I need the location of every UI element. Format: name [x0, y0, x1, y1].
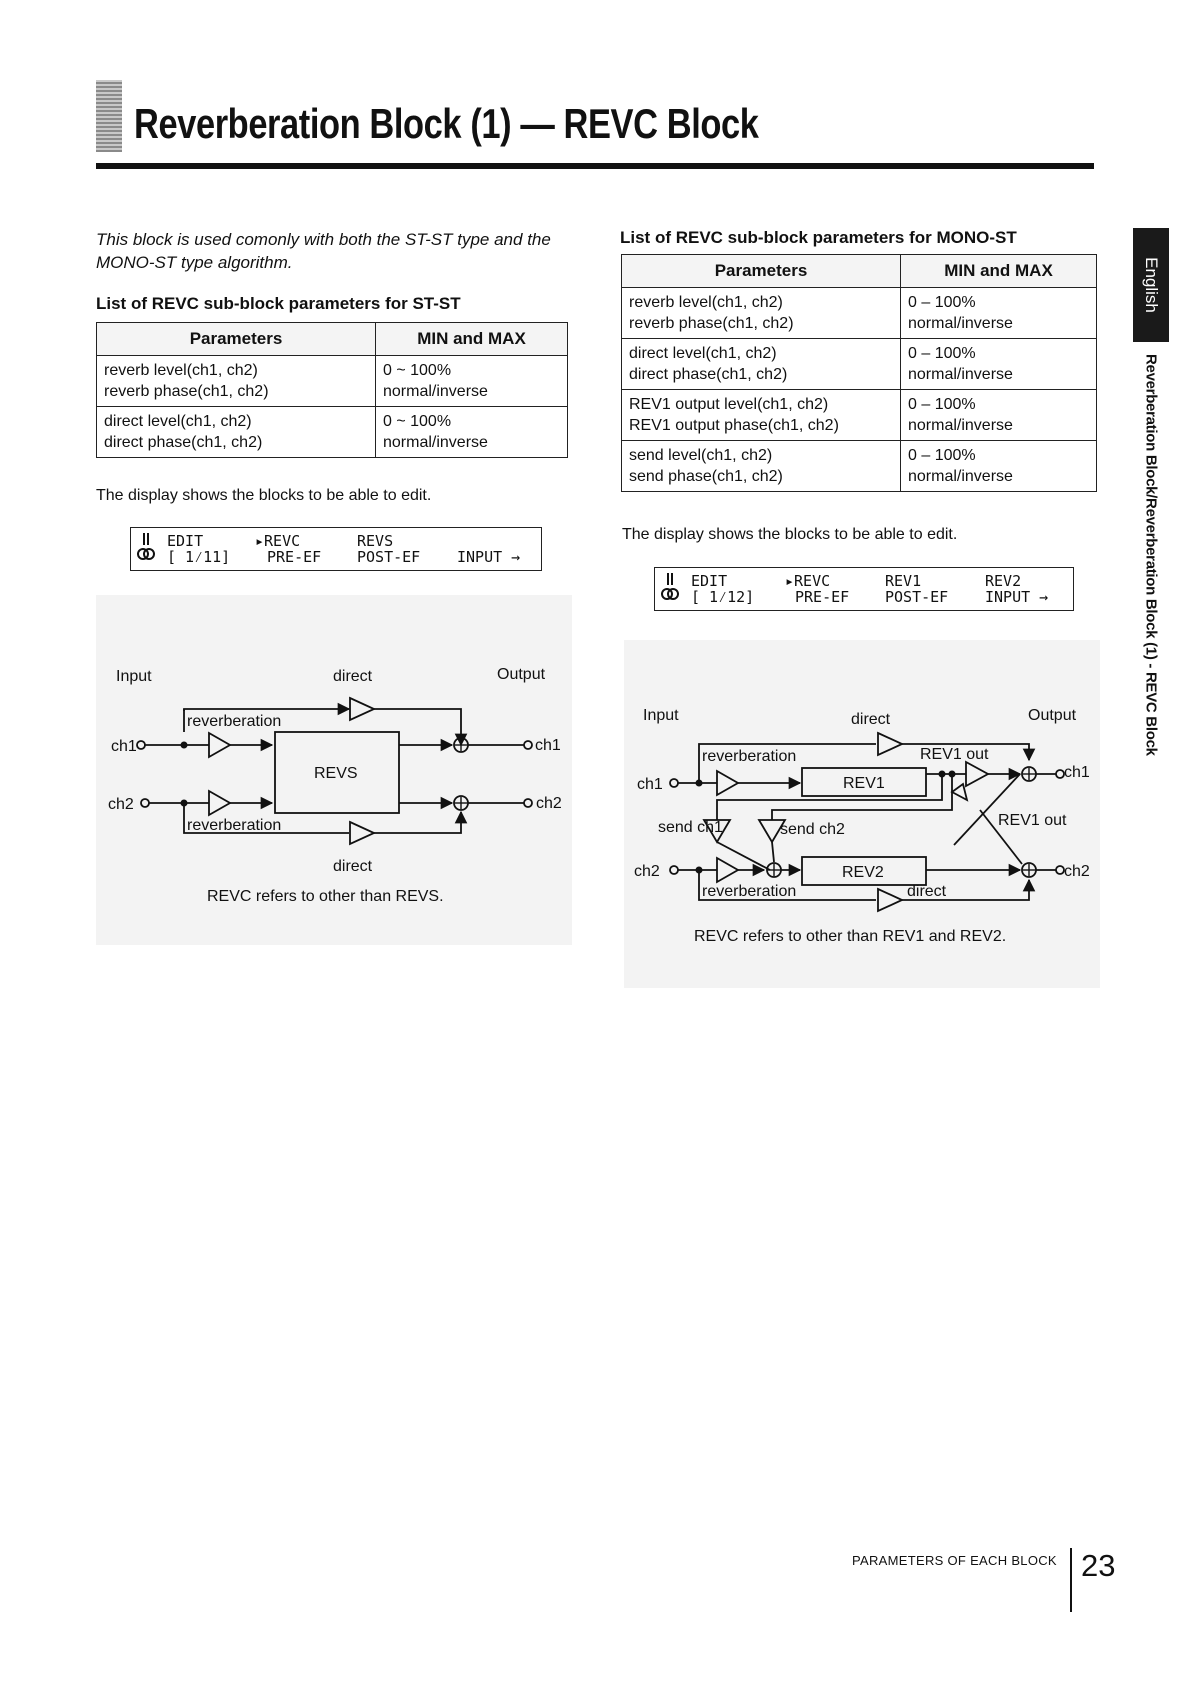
language-tab-label: English	[1142, 257, 1161, 313]
svg-text:direct: direct	[333, 668, 373, 685]
svg-text:ch1: ch1	[637, 776, 663, 793]
svg-text:REV1: REV1	[843, 775, 885, 792]
table-header: MIN and MAX	[376, 323, 568, 356]
st-st-lcd-display: EDIT ▸REVC REVS [ 1⁄11] PRE-EF POST-EF INPUT →	[130, 527, 542, 571]
svg-text:reverberation: reverberation	[702, 883, 797, 900]
table-row: REV1 output level(ch1, ch2) REV1 output phase(ch1, ch2) 0 – 100% normal/inverse	[622, 390, 1097, 441]
svg-text:reverberation: reverberation	[702, 748, 797, 765]
svg-text:Input: Input	[116, 668, 152, 685]
svg-text:send ch1: send ch1	[658, 819, 723, 836]
table-header: Parameters	[97, 323, 376, 356]
language-tab[interactable]	[1133, 228, 1169, 342]
table-row: reverb level(ch1, ch2) reverb phase(ch1, ch2) 0 – 100% normal/inverse	[622, 288, 1097, 339]
svg-text:REVC refers to other than REV1: REVC refers to other than REV1 and REV2.	[694, 928, 1007, 945]
table-row: direct level(ch1, ch2) direct phase(ch1, ch2) 0 ~ 100% normal/inverse	[97, 407, 568, 458]
mono-st-display-caption: The display shows the blocks to be able to edit.	[622, 526, 958, 543]
st-st-display-caption: The display shows the blocks to be able to edit.	[96, 487, 432, 504]
svg-text:ch2: ch2	[108, 796, 134, 813]
svg-text:ch2: ch2	[1064, 863, 1090, 880]
svg-text:direct: direct	[333, 858, 373, 875]
table-row: direct level(ch1, ch2) direct phase(ch1, ch2) 0 – 100% normal/inverse	[622, 339, 1097, 390]
title-rule	[96, 163, 1094, 169]
page-number: 23	[1081, 1548, 1116, 1583]
mono-st-signal-diagram	[624, 640, 1100, 988]
footer-rule	[1070, 1548, 1072, 1612]
footer-section-label: PARAMETERS OF EACH BLOCK	[852, 1553, 1057, 1568]
st-st-param-table	[96, 322, 568, 458]
svg-text:reverberation: reverberation	[187, 817, 282, 834]
svg-text:Output: Output	[497, 666, 546, 683]
svg-text:REV1 out: REV1 out	[920, 746, 989, 763]
page-title: Reverberation Block (1) — REVC Block	[134, 100, 759, 147]
svg-text:ch1: ch1	[535, 737, 561, 754]
table-header: MIN and MAX	[901, 255, 1097, 288]
svg-text:REV2: REV2	[842, 864, 884, 881]
svg-text:ch2: ch2	[536, 795, 562, 812]
svg-text:direct: direct	[907, 883, 947, 900]
table-header: Parameters	[622, 255, 901, 288]
svg-text:direct: direct	[851, 711, 891, 728]
edit-key-icon	[137, 532, 155, 562]
svg-text:REVS: REVS	[314, 765, 358, 782]
st-st-heading: List of REVC sub-block parameters for ST-ST	[96, 294, 461, 313]
mono-st-param-table	[621, 254, 1097, 492]
svg-text:ch2: ch2	[634, 863, 660, 880]
svg-text:ch1: ch1	[1064, 764, 1090, 781]
table-row: send level(ch1, ch2) send phase(ch1, ch2) 0 – 100% normal/inverse	[622, 441, 1097, 492]
table-row: reverb level(ch1, ch2) reverb phase(ch1, ch2) 0 ~ 100% normal/inverse	[97, 356, 568, 407]
edit-key-icon	[661, 572, 679, 602]
svg-text:Output: Output	[1028, 707, 1077, 724]
svg-text:Input: Input	[643, 707, 679, 724]
svg-text:send ch2: send ch2	[780, 821, 845, 838]
svg-text:REVC refers to other than REVS: REVC refers to other than REVS.	[207, 888, 444, 905]
title-marker	[96, 80, 122, 152]
mono-st-lcd-display: EDIT ▸REVC REV1 REV2 [ 1⁄12] PRE-EF POST-EF INPUT →	[654, 567, 1074, 611]
intro-text: This block is used comonly with both the ST-ST type and the MONO-ST type algorithm.	[96, 230, 551, 272]
st-st-signal-diagram	[96, 595, 572, 945]
mono-st-heading: List of REVC sub-block parameters for MONO-ST	[620, 228, 1017, 247]
svg-text:ch1: ch1	[111, 738, 137, 755]
svg-text:reverberation: reverberation	[187, 713, 282, 730]
svg-text:REV1 out: REV1 out	[998, 812, 1067, 829]
